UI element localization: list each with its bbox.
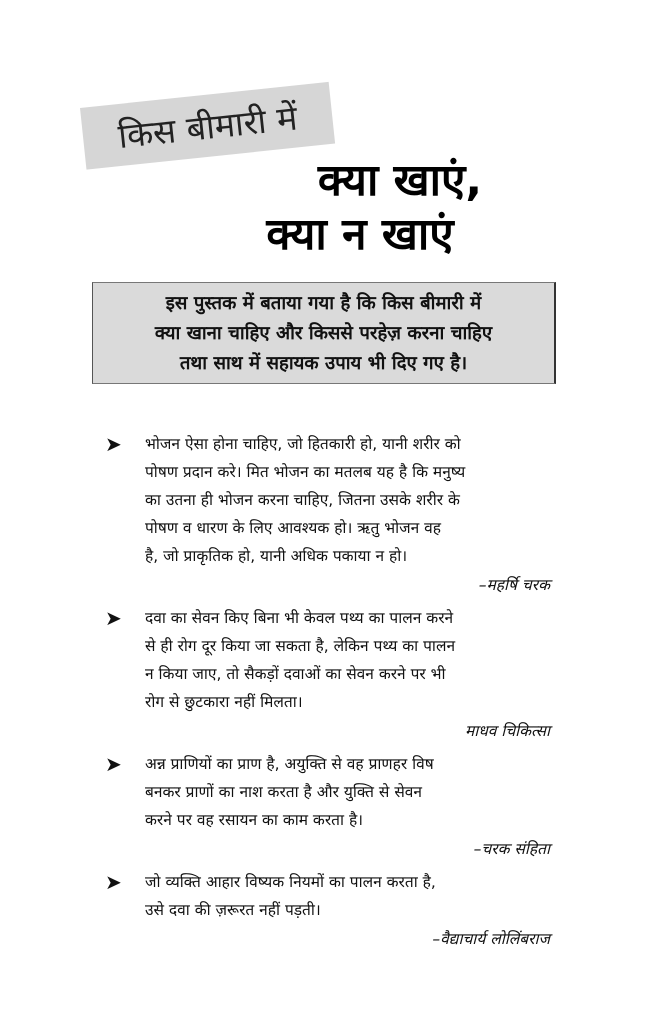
quote-source: –महर्षि चरक bbox=[478, 576, 550, 594]
quote-line: करने पर वह रसायन का काम करता है। bbox=[145, 811, 364, 829]
arrow-bullet-icon: ➤ bbox=[105, 432, 122, 456]
quote-source: –चरक संहिता bbox=[473, 840, 550, 858]
subtitle-tag: किस बीमारी में bbox=[80, 82, 335, 170]
quote-source: माधव चिकित्सा bbox=[464, 722, 550, 740]
quote-line: पोषण व धारण के लिए आवश्यक हो। ऋतु भोजन वह bbox=[145, 519, 442, 537]
summary-box bbox=[92, 282, 556, 384]
title-line-2: क्या न खाएं bbox=[266, 209, 454, 260]
quote-line: का उतना ही भोजन करना चाहिए, जितना उसके शरीर के bbox=[145, 491, 460, 509]
title-line-1: क्या खाएं, bbox=[317, 155, 483, 206]
arrow-bullet-icon: ➤ bbox=[105, 870, 122, 894]
quote-line: पोषण प्रदान करे। मित भोजन का मतलब यह है कि मनुष्य bbox=[145, 463, 466, 481]
quote-line: से ही रोग दूर किया जा सकता है, लेकिन पथ्य का पालन bbox=[145, 637, 456, 655]
quote-line: बनकर प्राणों का नाश करता है और युक्ति से सेवन bbox=[145, 783, 423, 801]
summary-line: इस पुस्तक में बताया गया है कि किस बीमारी में bbox=[165, 293, 482, 314]
quote-line: भोजन ऐसा होना चाहिए, जो हितकारी हो, यानी शरीर को bbox=[145, 435, 461, 453]
quote-list bbox=[100, 430, 550, 958]
quote-line: न किया जाए, तो सैकड़ों दवाओं का सेवन करने पर भी bbox=[145, 665, 446, 683]
quote-item bbox=[100, 430, 550, 600]
quote-item bbox=[100, 604, 550, 746]
arrow-bullet-icon: ➤ bbox=[105, 606, 122, 630]
quote-item bbox=[100, 750, 550, 864]
quote-line: उसे दवा की ज़रूरत नहीं पड़ती। bbox=[145, 901, 321, 919]
quote-source: –वैद्याचार्य लोलिंबराज bbox=[432, 930, 550, 948]
quote-line: जो व्यक्ति आहार विष्यक नियमों का पालन करता है, bbox=[145, 873, 436, 891]
arrow-bullet-icon: ➤ bbox=[105, 752, 122, 776]
quote-item bbox=[100, 868, 550, 954]
quote-line: है, जो प्राकृतिक हो, यानी अधिक पकाया न हो। bbox=[145, 547, 408, 565]
summary-line: तथा साथ में सहायक उपाय भी दिए गए है। bbox=[179, 353, 468, 374]
quote-line: अन्न प्राणियों का प्राण है, अयुक्ति से वह प्राणहर विष bbox=[145, 755, 434, 773]
quote-line: दवा का सेवन किए बिना भी केवल पथ्य का पालन करने bbox=[145, 609, 454, 627]
summary-line: क्या खाना चाहिए और किससे परहेज़ करना चाहिए bbox=[154, 323, 493, 344]
quote-line: रोग से छुटकारा नहीं मिलता। bbox=[145, 693, 303, 711]
